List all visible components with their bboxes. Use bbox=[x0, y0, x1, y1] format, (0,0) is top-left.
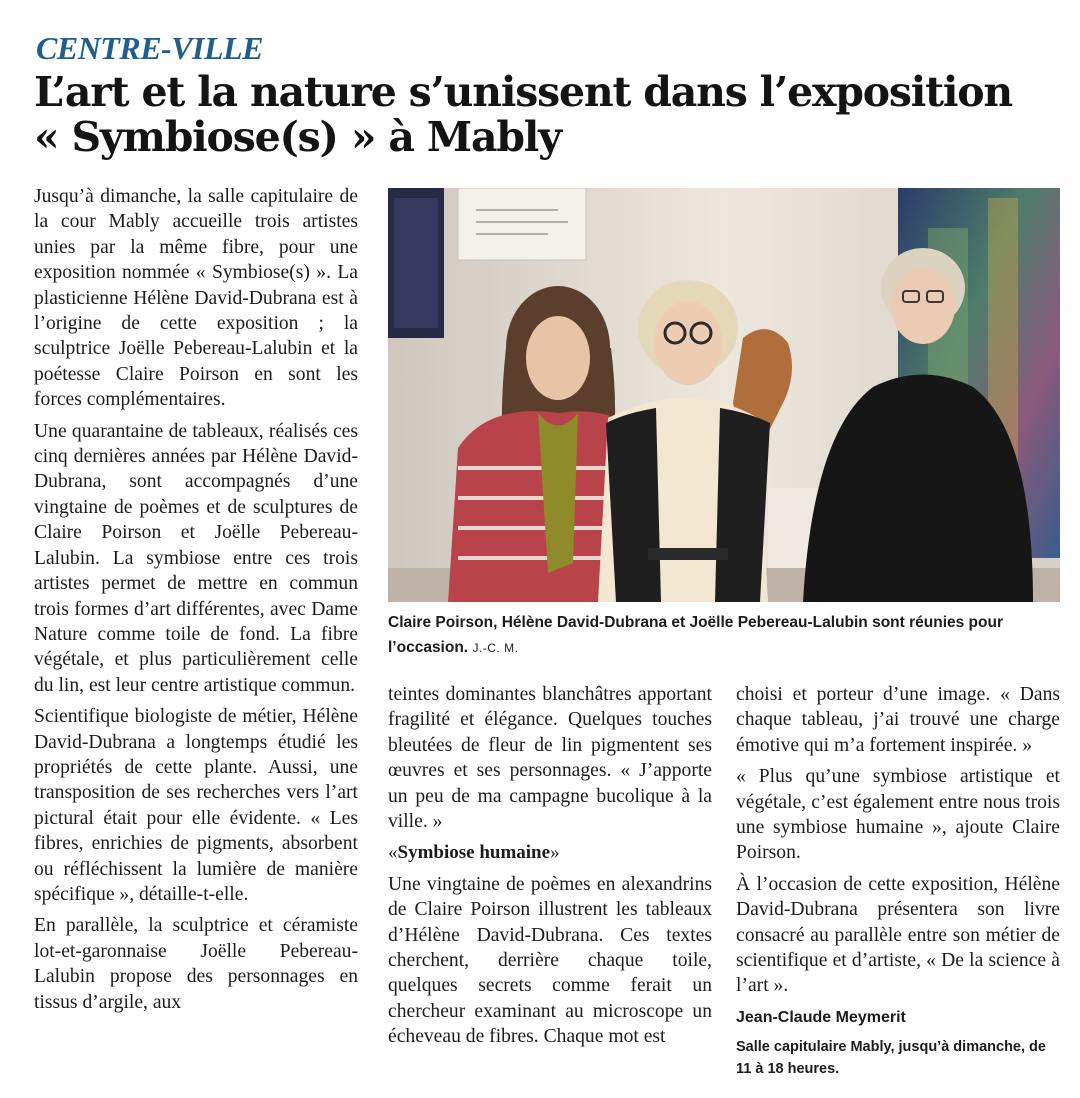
article-paragraph: Une vingtaine de poèmes en alexandrins de Claire Poirson illustrent les tableaux d’Hélène David-Dubrana. Ces textes cherchent, derrière chaque toile, quelques secrets comme ferait un chercheur examinant au microscope un écheveau de fibres. Chaque mot est bbox=[388, 873, 712, 1048]
photo-caption bbox=[388, 610, 1060, 661]
article-paragraph: choisi et porteur d’une image. « Dans chaque tableau, j’ai trouvé une charge émotive qui m’a fortement inspirée. » bbox=[736, 684, 1060, 756]
article-column-3 bbox=[736, 682, 1060, 1080]
article-paragraph: « Plus qu’une symbiose artistique et végétale, c’est également entre nous trois une symbiose humaine », ajoute Claire Poirson. bbox=[736, 766, 1060, 864]
article-column-2 bbox=[388, 682, 712, 1050]
subheading-open-quote: « bbox=[388, 842, 398, 864]
section-rubric: CENTRE-VILLE bbox=[36, 30, 263, 66]
article-column-1 bbox=[34, 184, 358, 1015]
caption-text: Claire Poirson, Hélène David-Dubrana et Joëlle Pebereau-Lalubin sont réunies pour l’occasion. bbox=[388, 614, 1003, 656]
article-paragraph: En parallèle, la sculptrice et céramiste lot-et-garonnaise Joëlle Pebereau-Lalubin propose des personnages en tissus d’argile, aux bbox=[34, 915, 358, 1013]
article-paragraph: À l’occasion de cette exposition, Hélène David-Dubrana présentera son livre consacré au parallèle entre son métier de scientifique et d’artiste, « De la science à l’art ». bbox=[736, 873, 1060, 997]
practical-info: Salle capitulaire Mably, jusqu’à dimanche, de 11 à 18 heures. bbox=[736, 1039, 1046, 1078]
subheading bbox=[388, 840, 712, 865]
article-paragraph: Jusqu’à dimanche, la salle capitulaire de la cour Mably accueille trois artistes unies par la même fibre, pour une exposition nommée « Symbiose(s) ». La plasticienne Hélène David-Dubrana est à l’origine de cette exposition ; la sculptrice Joëlle Pebereau-Lalubin et la poétesse Claire Poirson en sont les forces complémentaires. bbox=[34, 186, 358, 411]
author-signature: Jean-Claude Meymerit bbox=[736, 1008, 906, 1026]
photo-credit: J.-C. M. bbox=[472, 641, 519, 655]
photo-illustration bbox=[388, 188, 1060, 602]
article-photo bbox=[388, 188, 1060, 602]
headline: L’art et la nature s’unissent dans l’exposition « Symbiose(s) » à Mably bbox=[34, 68, 1012, 161]
subheading-text: Symbiose humaine bbox=[397, 842, 551, 864]
article-paragraph: teintes dominantes blanchâtres apportant fragilité et élégance. Quelques touches bleutées de fleur de lin pigmentent ses œuvres et ses personnages. « J’apporte un peu de ma campagne bucolique à la ville. » bbox=[388, 684, 712, 833]
article-paragraph: Scientifique biologiste de métier, Hélène David-Dubrana a longtemps étudié les propriétés de cette plante. Aussi, une transposition de ses recherches vers l’art pictural était pour elle évidente. « Les fibres, enrichies de pigments, absorbent ou réfléchissent la lumière de manière spécifique », détaille-t-elle. bbox=[34, 706, 358, 905]
subheading-close-quote: » bbox=[550, 842, 560, 864]
article-paragraph: Une quarantaine de tableaux, réalisés ces cinq dernières années par Hélène David-Dubrana, sont accompagnés d’une vingtaine de poèmes et de sculptures de Claire Poirson et Joëlle Pebereau-Lalubin. La symbiose entre ces trois artistes permet de mettre en commun trois formes d’art différentes, avec Dame Nature comme toile de fond. La fibre végétale, et plus particulièrement celle du lin, est leur centre artistique commun. bbox=[34, 420, 358, 696]
